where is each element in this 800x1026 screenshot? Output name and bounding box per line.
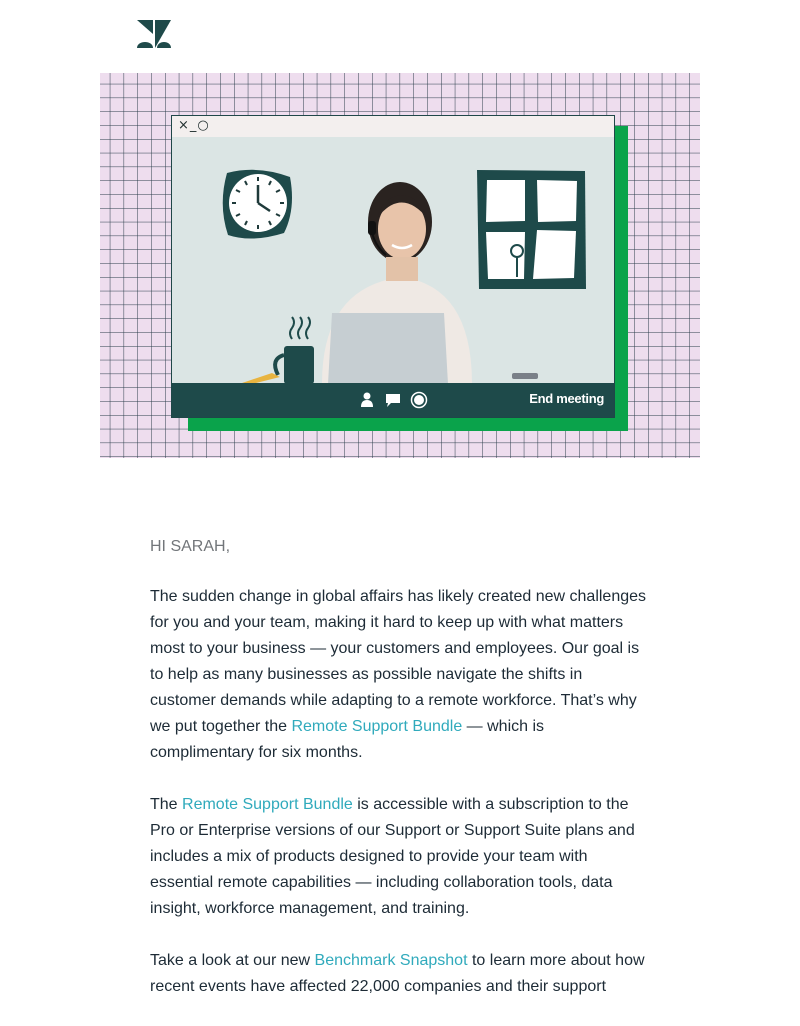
- window-controls[interactable]: ×_○: [172, 116, 614, 138]
- paragraph-1: [150, 584, 650, 766]
- call-controls-bar: [172, 383, 614, 417]
- chat-bubble-icon[interactable]: [384, 391, 402, 409]
- paragraph-text: The: [150, 796, 183, 813]
- end-meeting-button[interactable]: End meeting: [529, 391, 604, 406]
- remote-support-bundle-link[interactable]: Remote Support Bundle: [182, 796, 353, 813]
- paragraph-3: [150, 948, 650, 1000]
- paragraph-text: The sudden change in global affairs has likely created new challenges for you and your team, making it hard to keep up with what matters most to your business — your customers and employees. Our goal is to help as many businesses as possible navigate the shifts in customer demands while adapting to a remote workforce. That’s why we put together the: [150, 588, 647, 735]
- wall-window: [477, 170, 586, 289]
- clock-icon: [223, 170, 292, 239]
- benchmark-snapshot-link[interactable]: Benchmark Snapshot: [314, 952, 468, 969]
- video-scene: [172, 137, 614, 384]
- zendesk-logo-icon[interactable]: [135, 18, 173, 50]
- paragraph-2: [150, 792, 650, 922]
- person-icon[interactable]: [358, 391, 376, 409]
- remote-support-bundle-link[interactable]: Remote Support Bundle: [291, 718, 463, 735]
- email-body: [150, 534, 650, 1026]
- paragraph-text: — which is complimentary for six months.: [150, 718, 545, 761]
- paragraph-text: to learn more about how recent events have affected 22,000 companies and their support: [150, 952, 645, 995]
- laptop: [328, 313, 448, 384]
- paragraph-text: is accessible with a subscription to the Pro or Enterprise versions of our Support or Support Suite plans and includes a mix of products designed to provide your team with essential remote capabilities — including collaboration tools, data insight, workforce management, and training.: [150, 796, 635, 917]
- video-call-window: [171, 115, 615, 418]
- greeting: HI SARAH,: [150, 538, 231, 555]
- record-icon[interactable]: [410, 391, 428, 409]
- paragraph-text: Take a look at our new: [150, 952, 315, 969]
